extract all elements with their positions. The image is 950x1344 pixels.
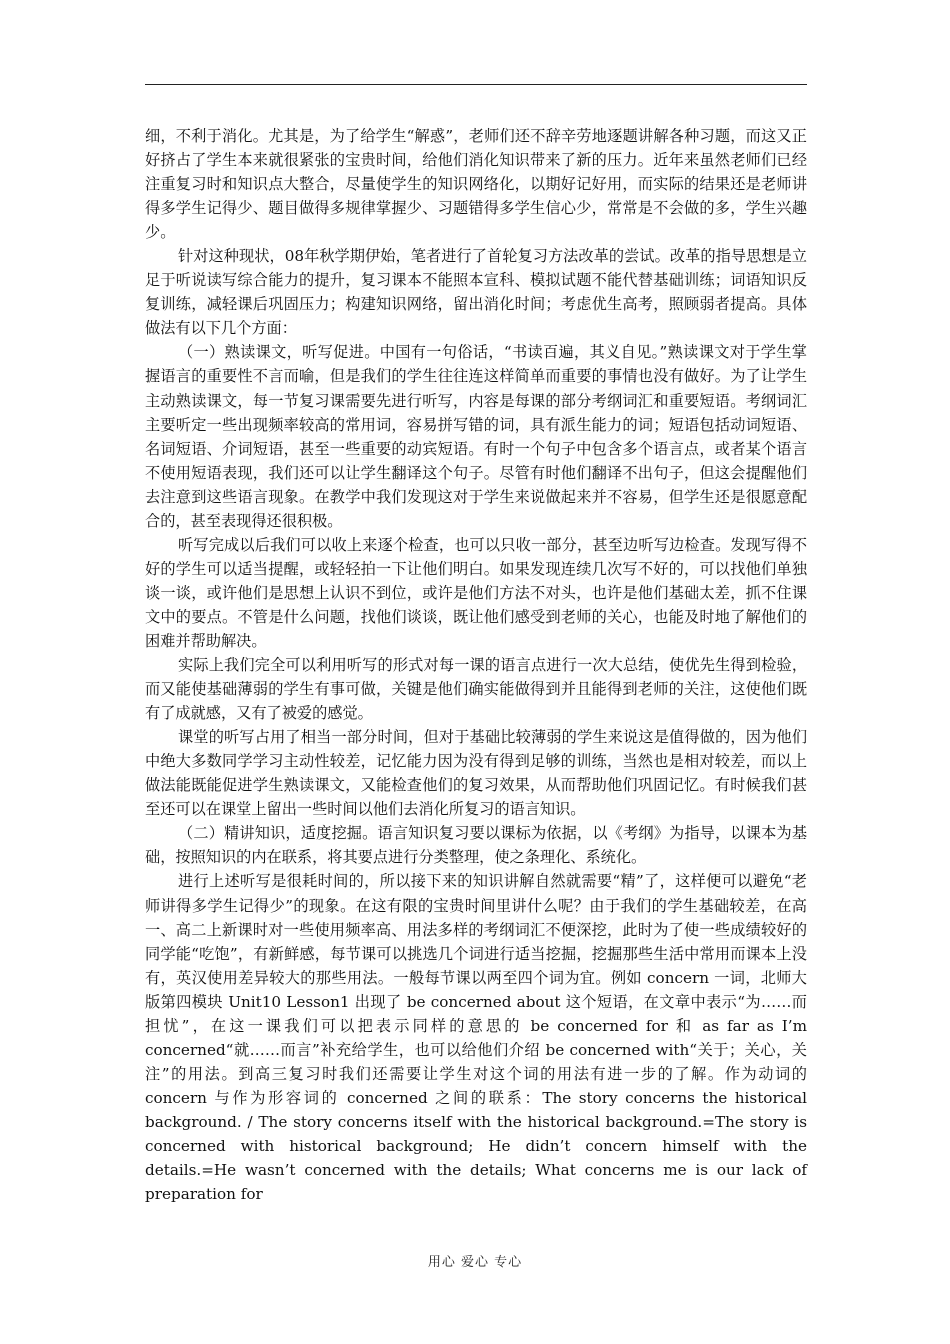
paragraph-1: 细，不利于消化。尤其是，为了给学生“解惑”，老师们还不辞辛劳地逐题讲解各种习题，而这又正好挤占了学生本来就很紧张的宝贵时间，给他们消化知识带来了新的压力。近年来虽然老师们已经注重复习时和知识点大整合，尽量使学生的知识网络化，以期好记好用，而实际的结果还是老师讲得多学生记得少、题目做得多规律掌握少、习题错得多学生信心少，常常是不会做的多，学生兴趣少。: [145, 127, 807, 242]
paragraph-6: 课堂的听写占用了相当一部分时间，但对于基础比较薄弱的学生来说这是值得做的，因为他们中绝大多数同学学习主动性较差，记忆能力因为没有得到足够的训练，当然也是相对较差，而以上做法能既能促进学生熟读课文，又能检查他们的复习效果，从而帮助他们巩固记忆。有时候我们甚至还可以在课堂上留出一些时间以他们去消化所复习的语言知识。: [145, 728, 807, 819]
document-body: [145, 124, 807, 1206]
page-footer: 用心 爱心 专心: [427, 1255, 523, 1270]
paragraph-5: 实际上我们完全可以利用听写的形式对每一课的语言点进行一次大总结，使优先生得到检验，而又能使基础薄弱的学生有事可做，关键是他们确实能做得到并且能得到老师的关注，这使他们既有了成就感，又有了被爱的感觉。: [145, 656, 807, 723]
paragraph-4: 听写完成以后我们可以收上来逐个检查，也可以只收一部分，甚至边听写边检查。发现写得不好的学生可以适当提醒，或轻轻拍一下让他们明白。如果发现连续几次写不好的，可以找他们单独谈一谈，或许他们是思想上认识不到位，或许是他们方法不对头，也许是他们基础太差，抓不住课文中的要点。不管是什么问题，找他们谈谈，既让他们感受到老师的关心，也能及时地了解他们的困难并帮助解决。: [145, 535, 807, 650]
paragraph-8: 进行上述听写是很耗时间的，所以接下来的知识讲解自然就需要“精”了，这样便可以避免“老师讲得多学生记得少”的现象。在这有限的宝贵时间里讲什么呢？由于我们的学生基础较差，在高一、高二上新课时对一些使用频率高、用法多样的考纲词汇不便深挖，此时为了使一些成绩较好的同学能“吃饱”，有新鲜感，每节课可以挑选几个词进行适当挖掘，挖掘那些生活中常用而课本上没有，英汉使用差异较大的那些用法。一般每节课以两至四个词为宜。例如 concern 一词，北师大版第四模块 Unit10 Lesson1 出现了 be concerned about 这个短语，在文章中表示“为……而担忧”，在这一课我们可以把表示同样的意思的 be concerned for 和 as far as I’m concerned“就……而言”补充给学生，也可以给他们介绍 be concerned with“关于；关心，关注”的用法。到高三复习时我们还需要让学生对这个词的用法有进一步的了解。作为动词的 concern 与作为形容词的 concerned 之间的联系：The story concerns the historical background. / The story concerns itself with the historical background.=The story is concerned with historical background; He didn’t concern himself with the details.=He wasn’t concerned with the details; What concerns me is our lack of preparation for: [145, 872, 807, 1204]
paragraph-2: 针对这种现状，08年秋学期伊始，笔者进行了首轮复习方法改革的尝试。改革的指导思想是立足于听说读写综合能力的提升，复习课本不能照本宣科、模拟试题不能代替基础训练；词语知识反复训练，减轻课后巩固压力；构建知识网络，留出消化时间；考虑优生高考，照顾弱者提高。具体做法有以下几个方面：: [145, 247, 807, 338]
paragraph-3: （一）熟读课文，听写促进。中国有一句俗话，“书读百遍，其义自见。”熟读课文对于学生掌握语言的重要性不言而喻，但是我们的学生往往连这样简单而重要的事情也没有做好。为了让学生主动熟读课文，每一节复习课需要先进行听写，内容是每课的部分考纲词汇和重要短语。考纲词汇主要听定一些出现频率较高的常用词，容易拼写错的词，具有派生能力的词；短语包括动词短语、名词短语、介词短语，甚至一些重要的动宾短语。有时一个句子中包含多个语言点，或者某个语言不使用短语表现，我们还可以让学生翻译这个句子。尽管有时他们翻译不出句子，但这会提醒他们去注意到这些语言现象。在教学中我们发现这对于学生来说做起来并不容易，但学生还是很愿意配合的，甚至表现得还很积极。: [145, 343, 807, 530]
header-rule: [145, 84, 807, 85]
paragraph-7: （二）精讲知识，适度挖掘。语言知识复习要以课标为依据，以《考纲》为指导，以课本为基础，按照知识的内在联系，将其要点进行分类整理，使之条理化、系统化。: [145, 824, 807, 867]
